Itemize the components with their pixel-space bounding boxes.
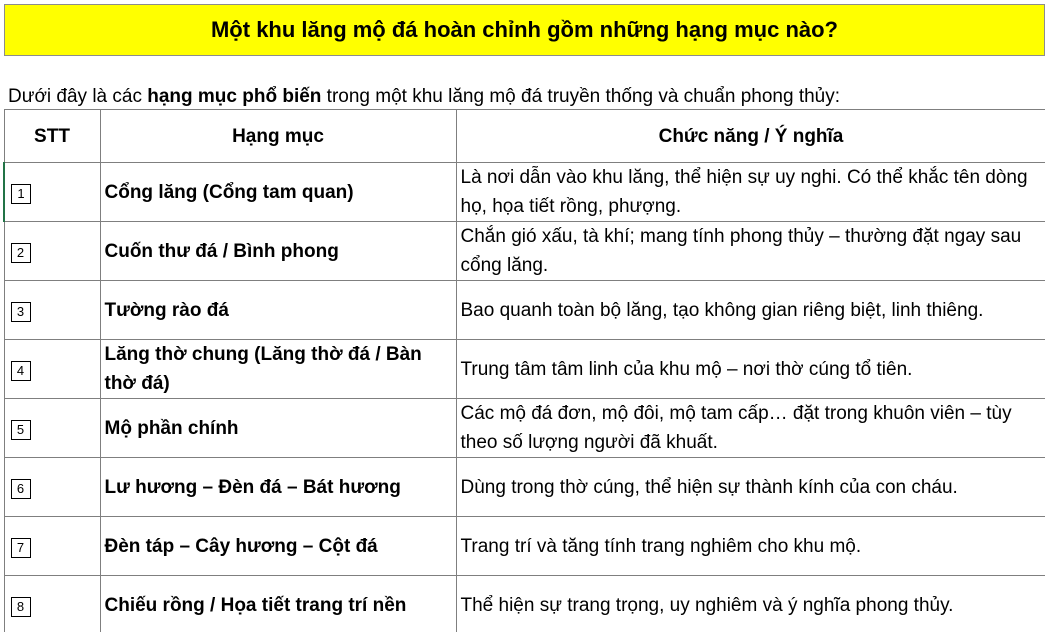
intro-text <box>8 84 840 110</box>
stt-cell[interactable] <box>4 163 100 222</box>
header-desc: Chức năng / Ý nghĩa <box>456 110 1045 163</box>
stt-number: 5 <box>11 420 31 440</box>
stt-number: 2 <box>11 243 31 263</box>
stt-cell[interactable] <box>4 576 100 632</box>
intro-after: trong một khu lăng mộ đá truyền thống và chuẩn phong thủy: <box>321 86 841 107</box>
title-banner <box>4 4 1045 56</box>
stt-number: 1 <box>11 184 31 204</box>
page-title: Một khu lăng mộ đá hoàn chỉnh gồm những hạng mục nào? <box>210 17 838 42</box>
items-table <box>3 109 1045 632</box>
table-row <box>4 458 1045 517</box>
item-cell[interactable]: Chiếu rồng / Họa tiết trang trí nền <box>100 576 456 632</box>
table-row <box>4 163 1045 222</box>
stt-number: 3 <box>11 302 31 322</box>
stt-cell[interactable] <box>4 458 100 517</box>
stt-cell[interactable] <box>4 399 100 458</box>
table-row <box>4 222 1045 281</box>
stt-number: 7 <box>11 538 31 558</box>
item-cell[interactable]: Lư hương – Đèn đá – Bát hương <box>100 458 456 517</box>
stt-number: 6 <box>11 479 31 499</box>
item-cell[interactable]: Cuốn thư đá / Bình phong <box>100 222 456 281</box>
stt-cell[interactable] <box>4 281 100 340</box>
table-row <box>4 281 1045 340</box>
desc-cell[interactable]: Bao quanh toàn bộ lăng, tạo không gian riêng biệt, linh thiêng. <box>456 281 1045 340</box>
stt-cell[interactable] <box>4 222 100 281</box>
stt-cell[interactable] <box>4 340 100 399</box>
item-cell[interactable]: Mộ phần chính <box>100 399 456 458</box>
intro-before: Dưới đây là các <box>8 86 148 107</box>
table-row <box>4 399 1045 458</box>
item-cell[interactable]: Cổng lăng (Cổng tam quan) <box>100 163 456 222</box>
desc-cell[interactable]: Trung tâm tâm linh của khu mộ – nơi thờ cúng tổ tiên. <box>456 340 1045 399</box>
stt-number: 8 <box>11 597 31 617</box>
desc-cell[interactable]: Là nơi dẫn vào khu lăng, thể hiện sự uy nghi. Có thể khắc tên dòng họ, họa tiết rồng, phượng. <box>456 163 1045 222</box>
desc-cell[interactable]: Chắn gió xấu, tà khí; mang tính phong thủy – thường đặt ngay sau cổng lăng. <box>456 222 1045 281</box>
desc-cell[interactable]: Dùng trong thờ cúng, thể hiện sự thành kính của con cháu. <box>456 458 1045 517</box>
table-row <box>4 340 1045 399</box>
item-cell[interactable]: Đèn táp – Cây hương – Cột đá <box>100 517 456 576</box>
intro-bold: hạng mục phổ biến <box>147 86 322 107</box>
stt-number: 4 <box>11 361 31 381</box>
table-row <box>4 517 1045 576</box>
item-cell[interactable]: Lăng thờ chung (Lăng thờ đá / Bàn thờ đá) <box>100 340 456 399</box>
header-item: Hạng mục <box>100 110 456 163</box>
header-stt: STT <box>4 110 100 163</box>
table-header-row <box>4 110 1045 163</box>
item-cell[interactable]: Tường rào đá <box>100 281 456 340</box>
desc-cell[interactable]: Trang trí và tăng tính trang nghiêm cho khu mộ. <box>456 517 1045 576</box>
desc-cell[interactable]: Thể hiện sự trang trọng, uy nghiêm và ý nghĩa phong thủy. <box>456 576 1045 632</box>
desc-cell[interactable]: Các mộ đá đơn, mộ đôi, mộ tam cấp… đặt trong khuôn viên – tùy theo số lượng người đã khuất. <box>456 399 1045 458</box>
table-row <box>4 576 1045 632</box>
stt-cell[interactable] <box>4 517 100 576</box>
